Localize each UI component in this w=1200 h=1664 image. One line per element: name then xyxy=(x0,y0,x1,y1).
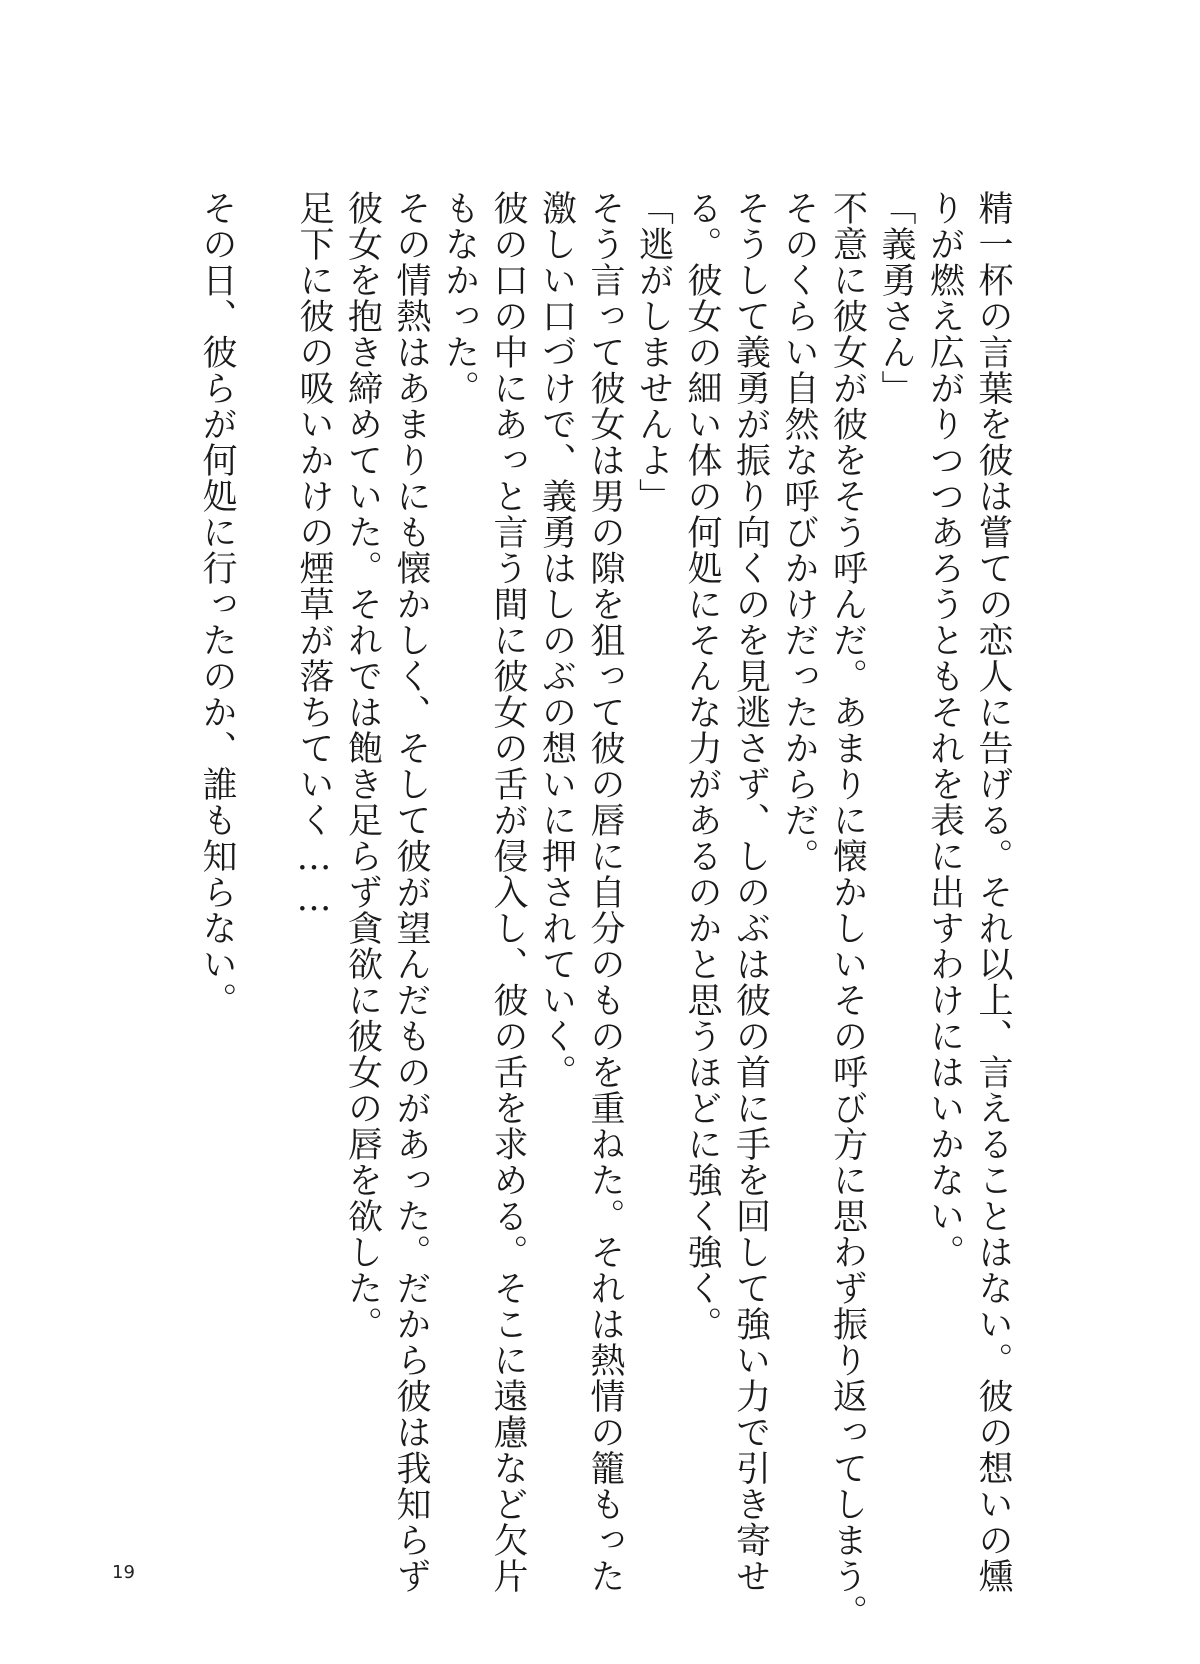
text-column-12: もなかった。 xyxy=(439,190,480,406)
blank-column xyxy=(244,190,288,1540)
text-column-8: 「逃がしませんよ」 xyxy=(633,190,674,514)
text-column-10: 激しい口づけで、義勇はしのぶの想いに押されていく。 xyxy=(536,190,577,1090)
text-column-6: そうして義勇が振り向くのを見逃さず、しのぶは彼の首に手を回して強い力で引き寄せ xyxy=(730,190,771,1594)
vertical-text-body xyxy=(195,190,1015,1630)
text-column-3: 「義勇さん」 xyxy=(876,190,916,406)
text-column-2: りが燃え広がりつつあろうともそれを表に出すわけにはいかない。 xyxy=(924,190,965,1270)
text-column-11: 彼の口の中にあっと言う間に彼女の舌が侵入し、彼の舌を求める。そこに遠慮など欠片 xyxy=(488,190,528,1594)
text-column-13: その情熱はあまりにも懐かしく、そして彼が望んだものがあった。だから彼は我知らず xyxy=(391,190,431,1594)
text-column-1: 精一杯の言葉を彼は嘗ての恋人に告げる。それ以上、言えることはない。彼の想いの燻 xyxy=(973,190,1013,1594)
text-column-14: 彼女を抱き締めていた。それでは飽き足らず貪欲に彼女の唇を欲した。 xyxy=(342,190,383,1342)
text-column-7: る。彼女の細い体の何処にそんな力があるのかと思うほどに強く強く。 xyxy=(682,190,722,1342)
text-column-15: 足下に彼の吸いかけの煙草が落ちていく…… xyxy=(294,190,334,920)
text-column-17: その日、彼らが何処に行ったのか、誰も知らない。 xyxy=(197,190,237,1018)
text-column-5: そのくらい自然な呼びかけだったからだ。 xyxy=(779,190,819,874)
text-column-9: そう言って彼女は男の隙を狙って彼の唇に自分のものを重ねた。それは熱情の籠もった xyxy=(585,190,625,1594)
page-number: 19 xyxy=(112,1562,135,1583)
text-column-4: 不意に彼女が彼をそう呼んだ。あまりに懐かしいその呼び方に思わず振り返ってしまう。 xyxy=(827,190,868,1630)
